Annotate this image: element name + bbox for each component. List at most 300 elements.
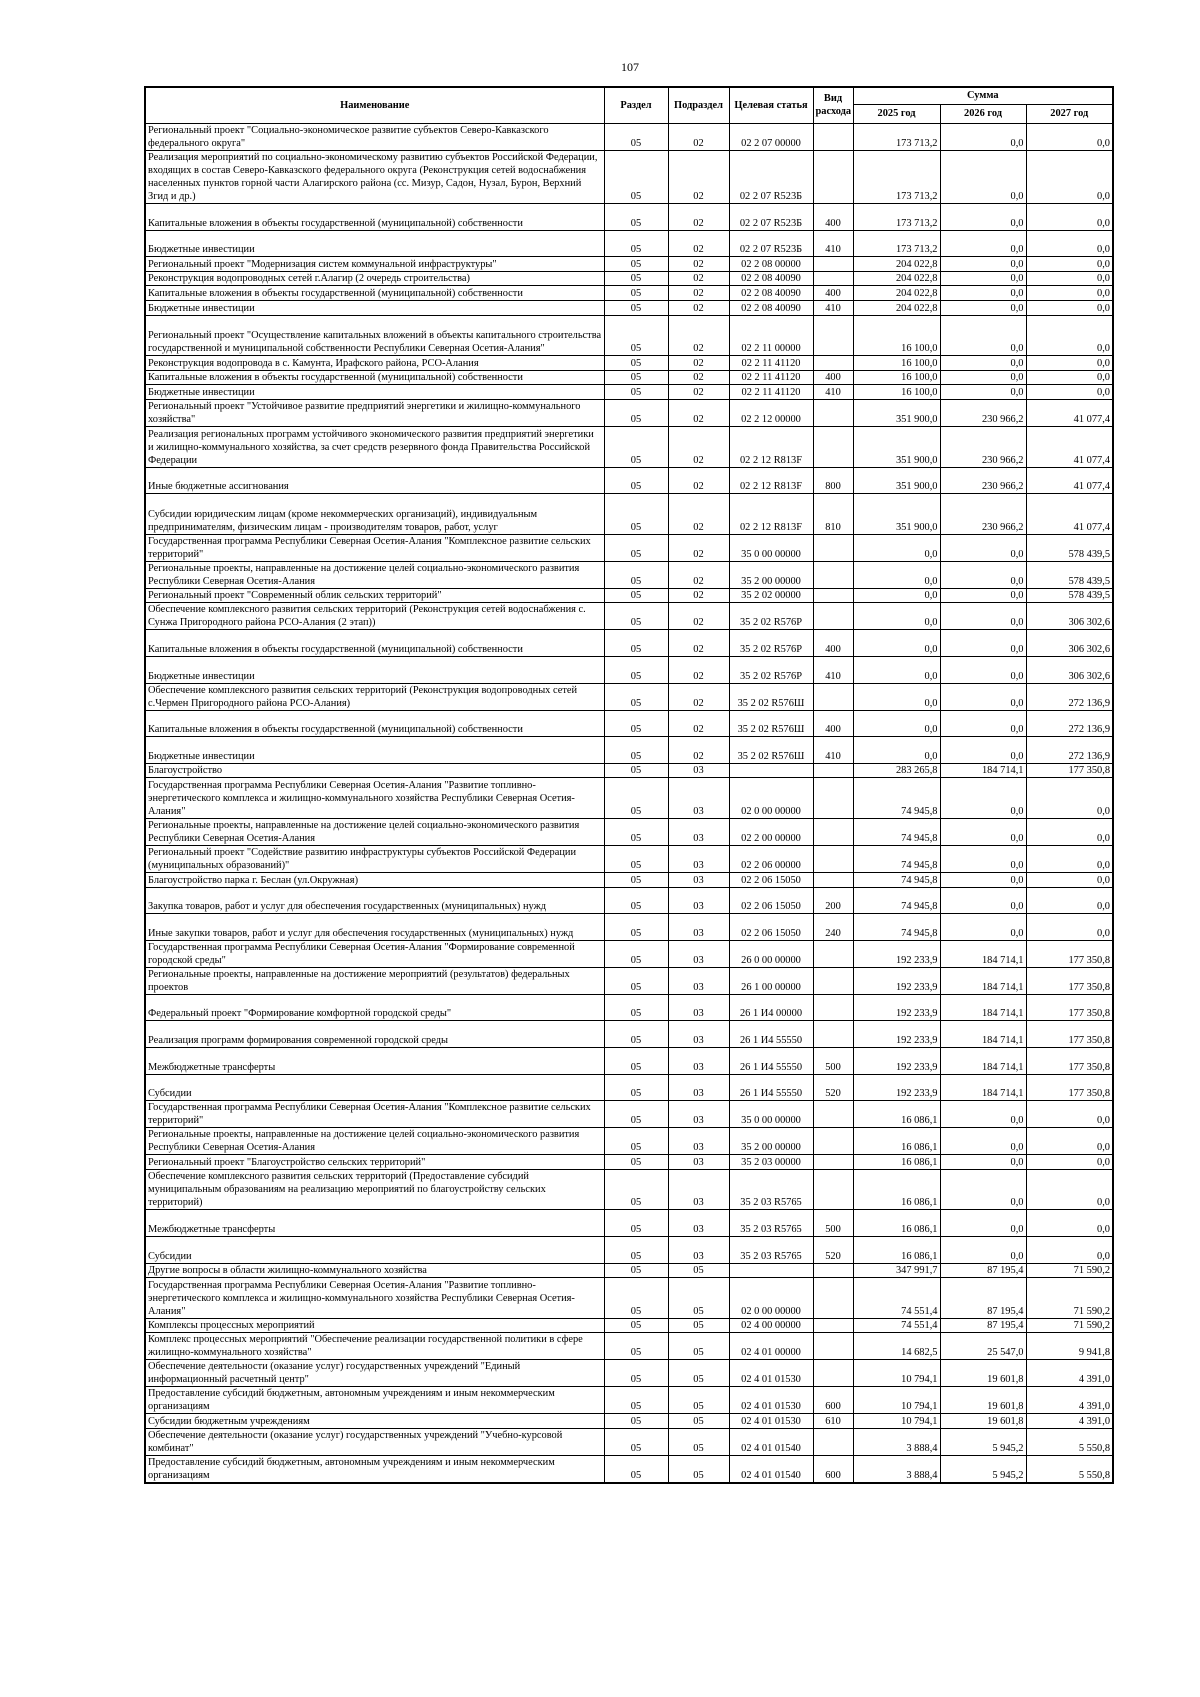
cell-2025: 192 233,9	[853, 1047, 940, 1074]
cell-2025: 351 900,0	[853, 494, 940, 535]
cell-2026: 0,0	[940, 1128, 1026, 1155]
cell-2027: 0,0	[1026, 385, 1113, 400]
cell-razdel: 05	[604, 1278, 668, 1319]
cell-2026: 0,0	[940, 588, 1026, 603]
cell-vid: 400	[813, 370, 853, 385]
cell-podrazdel: 03	[668, 1021, 729, 1048]
cell-vid: 240	[813, 914, 853, 941]
table-row	[145, 914, 1113, 941]
table-row	[145, 1155, 1113, 1170]
table-row	[145, 737, 1113, 764]
cell-vid	[813, 818, 853, 845]
cell-2025: 0,0	[853, 534, 940, 561]
cell-2027: 0,0	[1026, 1155, 1113, 1170]
cell-razdel: 05	[604, 561, 668, 588]
cell-vid: 520	[813, 1074, 853, 1101]
table-row	[145, 1455, 1113, 1483]
cell-2027: 0,0	[1026, 204, 1113, 231]
cell-razdel: 05	[604, 1387, 668, 1414]
cell-razdel: 05	[604, 1333, 668, 1360]
cell-target: 02 2 06 15050	[729, 887, 813, 914]
cell-2027: 71 590,2	[1026, 1263, 1113, 1278]
table-row	[145, 315, 1113, 356]
cell-2025: 173 713,2	[853, 204, 940, 231]
cell-2027: 41 077,4	[1026, 494, 1113, 535]
table-row	[145, 1333, 1113, 1360]
table-row	[145, 588, 1113, 603]
cell-name: Реализация региональных программ устойчивого экономического развития предприятий энергетики и жилищно-коммунального хозяйства, за счет средств резервного фонда Правительства Российской Федерации	[145, 427, 604, 468]
cell-2027: 0,0	[1026, 370, 1113, 385]
table-row	[145, 385, 1113, 400]
cell-razdel: 05	[604, 230, 668, 257]
cell-2025: 283 265,8	[853, 763, 940, 778]
table-row	[145, 683, 1113, 710]
cell-2027: 177 350,8	[1026, 763, 1113, 778]
cell-podrazdel: 02	[668, 271, 729, 286]
cell-2026: 0,0	[940, 301, 1026, 316]
cell-razdel: 05	[604, 683, 668, 710]
table-row	[145, 1263, 1113, 1278]
cell-2025: 74 551,4	[853, 1318, 940, 1333]
cell-2025: 173 713,2	[853, 230, 940, 257]
cell-2025: 192 233,9	[853, 1074, 940, 1101]
cell-razdel: 05	[604, 150, 668, 204]
cell-vid	[813, 872, 853, 887]
cell-2027: 0,0	[1026, 123, 1113, 150]
cell-podrazdel: 02	[668, 286, 729, 301]
cell-2025: 16 100,0	[853, 385, 940, 400]
header-sum: Сумма	[853, 87, 1113, 104]
cell-name: Государственная программа Республики Северная Осетия-Алания "Формирование современной городской среды"	[145, 940, 604, 967]
cell-2025: 16 086,1	[853, 1128, 940, 1155]
cell-2026: 230 966,2	[940, 494, 1026, 535]
cell-vid: 410	[813, 385, 853, 400]
table-row	[145, 887, 1113, 914]
cell-razdel: 05	[604, 534, 668, 561]
cell-podrazdel: 03	[668, 1074, 729, 1101]
table-row	[145, 1169, 1113, 1210]
cell-vid	[813, 603, 853, 630]
cell-2025: 16 086,1	[853, 1236, 940, 1263]
table-row	[145, 286, 1113, 301]
cell-target: 02 2 06 15050	[729, 872, 813, 887]
cell-name: Государственная программа Республики Северная Осетия-Алания "Развитие топливно-энергетического комплекса и жилищно-коммунального хозяйства Республики Северная Осетия-Алания"	[145, 1278, 604, 1319]
table-row	[145, 710, 1113, 737]
cell-podrazdel: 03	[668, 1236, 729, 1263]
cell-2026: 184 714,1	[940, 994, 1026, 1021]
table-row	[145, 427, 1113, 468]
cell-podrazdel: 03	[668, 1047, 729, 1074]
cell-name: Региональные проекты, направленные на достижение целей социально-экономического развития Республики Северная Осетия-Алания	[145, 818, 604, 845]
table-row	[145, 603, 1113, 630]
cell-target: 02 0 00 00000	[729, 778, 813, 819]
cell-name: Капитальные вложения в объекты государственной (муниципальной) собственности	[145, 370, 604, 385]
cell-podrazdel: 03	[668, 763, 729, 778]
cell-2027: 0,0	[1026, 150, 1113, 204]
cell-vid	[813, 1263, 853, 1278]
cell-2026: 87 195,4	[940, 1318, 1026, 1333]
cell-name: Региональный проект "Содействие развитию инфраструктуры субъектов Российской Федерации (муниципальных образований)"	[145, 845, 604, 872]
cell-vid	[813, 356, 853, 371]
cell-2027: 306 302,6	[1026, 657, 1113, 684]
cell-name: Государственная программа Республики Северная Осетия-Алания "Комплексное развитие сельских территорий"	[145, 1101, 604, 1128]
cell-2027: 0,0	[1026, 778, 1113, 819]
cell-2026: 0,0	[940, 204, 1026, 231]
cell-target: 02 2 08 00000	[729, 257, 813, 272]
cell-vid	[813, 427, 853, 468]
cell-razdel: 05	[604, 204, 668, 231]
cell-2026: 230 966,2	[940, 467, 1026, 494]
cell-vid	[813, 588, 853, 603]
cell-podrazdel: 05	[668, 1333, 729, 1360]
cell-razdel: 05	[604, 1021, 668, 1048]
cell-razdel: 05	[604, 778, 668, 819]
cell-razdel: 05	[604, 123, 668, 150]
cell-2027: 177 350,8	[1026, 940, 1113, 967]
cell-name: Благоустройство	[145, 763, 604, 778]
cell-vid	[813, 845, 853, 872]
cell-podrazdel: 02	[668, 467, 729, 494]
cell-2026: 87 195,4	[940, 1278, 1026, 1319]
cell-razdel: 05	[604, 940, 668, 967]
cell-razdel: 05	[604, 737, 668, 764]
cell-target: 02 2 07 R523Б	[729, 150, 813, 204]
cell-target: 02 4 01 00000	[729, 1333, 813, 1360]
cell-name: Иные закупки товаров, работ и услуг для обеспечения государственных (муниципальных) нужд	[145, 914, 604, 941]
cell-name: Региональные проекты, направленные на достижение мероприятий (результатов) федеральных проектов	[145, 967, 604, 994]
cell-2027: 0,0	[1026, 1101, 1113, 1128]
cell-razdel: 05	[604, 494, 668, 535]
cell-podrazdel: 03	[668, 887, 729, 914]
cell-podrazdel: 02	[668, 370, 729, 385]
cell-vid: 500	[813, 1210, 853, 1237]
cell-name: Благоустройство парка г. Беслан (ул.Окружная)	[145, 872, 604, 887]
cell-podrazdel: 03	[668, 1128, 729, 1155]
cell-razdel: 05	[604, 1169, 668, 1210]
cell-2027: 0,0	[1026, 286, 1113, 301]
cell-podrazdel: 05	[668, 1428, 729, 1455]
cell-2025: 204 022,8	[853, 257, 940, 272]
cell-vid	[813, 683, 853, 710]
cell-2025: 192 233,9	[853, 1021, 940, 1048]
cell-podrazdel: 02	[668, 630, 729, 657]
cell-2025: 0,0	[853, 588, 940, 603]
cell-podrazdel: 05	[668, 1455, 729, 1483]
cell-razdel: 05	[604, 887, 668, 914]
cell-razdel: 05	[604, 1128, 668, 1155]
cell-2026: 87 195,4	[940, 1263, 1026, 1278]
cell-2027: 0,0	[1026, 356, 1113, 371]
cell-target: 35 2 02 00000	[729, 588, 813, 603]
cell-2025: 204 022,8	[853, 301, 940, 316]
cell-vid: 400	[813, 630, 853, 657]
cell-target: 02 2 07 R523Б	[729, 204, 813, 231]
cell-name: Региональные проекты, направленные на достижение целей социально-экономического развития Республики Северная Осетия-Алания	[145, 561, 604, 588]
cell-target: 02 0 00 00000	[729, 1278, 813, 1319]
cell-name: Обеспечение комплексного развития сельских территорий (Реконструкция сетей водоснабжения с. Сунжа Пригородного района РСО-Алания (2 этап))	[145, 603, 604, 630]
cell-name: Закупка товаров, работ и услуг для обеспечения государственных (муниципальных) нужд	[145, 887, 604, 914]
cell-2027: 578 439,5	[1026, 588, 1113, 603]
cell-razdel: 05	[604, 1263, 668, 1278]
cell-vid	[813, 123, 853, 150]
cell-2027: 0,0	[1026, 271, 1113, 286]
budget-table	[144, 86, 1114, 1484]
cell-podrazdel: 02	[668, 561, 729, 588]
cell-2025: 0,0	[853, 630, 940, 657]
cell-2027: 177 350,8	[1026, 1074, 1113, 1101]
cell-2025: 0,0	[853, 657, 940, 684]
cell-2026: 0,0	[940, 286, 1026, 301]
cell-2027: 0,0	[1026, 845, 1113, 872]
cell-razdel: 05	[604, 301, 668, 316]
cell-vid	[813, 271, 853, 286]
cell-razdel: 05	[604, 1101, 668, 1128]
cell-2026: 0,0	[940, 887, 1026, 914]
cell-podrazdel: 02	[668, 710, 729, 737]
cell-2026: 0,0	[940, 271, 1026, 286]
cell-razdel: 05	[604, 271, 668, 286]
cell-2025: 192 233,9	[853, 994, 940, 1021]
cell-podrazdel: 02	[668, 385, 729, 400]
cell-2026: 0,0	[940, 872, 1026, 887]
cell-podrazdel: 05	[668, 1318, 729, 1333]
cell-target: 02 4 01 01540	[729, 1455, 813, 1483]
cell-2027: 4 391,0	[1026, 1360, 1113, 1387]
cell-podrazdel: 03	[668, 1169, 729, 1210]
cell-name: Бюджетные инвестиции	[145, 385, 604, 400]
cell-podrazdel: 02	[668, 150, 729, 204]
cell-2025: 0,0	[853, 710, 940, 737]
cell-razdel: 05	[604, 356, 668, 371]
cell-podrazdel: 02	[668, 683, 729, 710]
cell-vid	[813, 1318, 853, 1333]
cell-2027: 41 077,4	[1026, 467, 1113, 494]
table-row	[145, 872, 1113, 887]
cell-podrazdel: 03	[668, 872, 729, 887]
cell-podrazdel: 02	[668, 257, 729, 272]
cell-target: 02 4 00 00000	[729, 1318, 813, 1333]
cell-2026: 19 601,8	[940, 1414, 1026, 1429]
cell-name: Субсидии бюджетным учреждениям	[145, 1414, 604, 1429]
cell-name: Бюджетные инвестиции	[145, 737, 604, 764]
table-row	[145, 123, 1113, 150]
cell-2025: 74 945,8	[853, 845, 940, 872]
cell-target: 35 2 02 R576Ш	[729, 710, 813, 737]
cell-2026: 0,0	[940, 257, 1026, 272]
cell-razdel: 05	[604, 370, 668, 385]
cell-name: Государственная программа Республики Северная Осетия-Алания "Комплексное развитие сельских территорий"	[145, 534, 604, 561]
cell-target: 02 2 06 00000	[729, 845, 813, 872]
cell-2027: 0,0	[1026, 230, 1113, 257]
cell-name: Предоставление субсидий бюджетным, автономным учреждениям и иным некоммерческим организациям	[145, 1387, 604, 1414]
cell-2026: 0,0	[940, 1155, 1026, 1170]
cell-2025: 3 888,4	[853, 1455, 940, 1483]
header-razdel: Раздел	[604, 87, 668, 123]
cell-target: 35 2 02 R576Ш	[729, 683, 813, 710]
cell-2027: 0,0	[1026, 818, 1113, 845]
cell-name: Капитальные вложения в объекты государственной (муниципальной) собственности	[145, 286, 604, 301]
cell-2026: 0,0	[940, 630, 1026, 657]
cell-vid: 410	[813, 230, 853, 257]
cell-razdel: 05	[604, 286, 668, 301]
cell-target: 26 1 И4 55550	[729, 1021, 813, 1048]
cell-vid: 600	[813, 1455, 853, 1483]
cell-2025: 351 900,0	[853, 400, 940, 427]
cell-2025: 16 086,1	[853, 1155, 940, 1170]
cell-name: Государственная программа Республики Северная Осетия-Алания "Развитие топливно-энергетического комплекса и жилищно-коммунального хозяйства Республики Северная Осетия-Алания"	[145, 778, 604, 819]
cell-target: 02 2 12 R813F	[729, 427, 813, 468]
cell-target: 35 2 03 00000	[729, 1155, 813, 1170]
cell-target: 02 2 00 00000	[729, 818, 813, 845]
cell-2025: 74 945,8	[853, 887, 940, 914]
cell-2025: 74 945,8	[853, 778, 940, 819]
cell-target: 02 2 07 00000	[729, 123, 813, 150]
cell-2027: 41 077,4	[1026, 400, 1113, 427]
cell-2026: 0,0	[940, 778, 1026, 819]
cell-2025: 0,0	[853, 737, 940, 764]
table-row	[145, 370, 1113, 385]
cell-target: 35 2 03 R5765	[729, 1169, 813, 1210]
cell-2026: 0,0	[940, 710, 1026, 737]
cell-name: Комплексы процессных мероприятий	[145, 1318, 604, 1333]
cell-2026: 0,0	[940, 230, 1026, 257]
table-row	[145, 400, 1113, 427]
cell-target: 26 0 00 00000	[729, 940, 813, 967]
cell-razdel: 05	[604, 257, 668, 272]
table-row	[145, 1074, 1113, 1101]
cell-name: Капитальные вложения в объекты государственной (муниципальной) собственности	[145, 204, 604, 231]
cell-name: Региональный проект "Модернизация систем коммунальной инфраструктуры"	[145, 257, 604, 272]
cell-2025: 16 100,0	[853, 370, 940, 385]
cell-target: 02 2 08 40090	[729, 286, 813, 301]
cell-vid: 200	[813, 887, 853, 914]
cell-2027: 0,0	[1026, 1210, 1113, 1237]
table-row	[145, 1047, 1113, 1074]
cell-razdel: 05	[604, 914, 668, 941]
header-2027: 2027 год	[1026, 104, 1113, 123]
cell-razdel: 05	[604, 385, 668, 400]
cell-2027: 578 439,5	[1026, 561, 1113, 588]
cell-name: Реализация программ формирования современной городской среды	[145, 1021, 604, 1048]
table-row	[145, 356, 1113, 371]
table-row	[145, 534, 1113, 561]
cell-vid: 410	[813, 657, 853, 684]
cell-2025: 347 991,7	[853, 1263, 940, 1278]
cell-2025: 0,0	[853, 683, 940, 710]
table-row	[145, 271, 1113, 286]
cell-name: Обеспечение деятельности (оказание услуг) государственных учреждений "Учебно-курсовой комбинат"	[145, 1428, 604, 1455]
table-row	[145, 818, 1113, 845]
cell-podrazdel: 03	[668, 1210, 729, 1237]
cell-target: 26 1 И4 55550	[729, 1047, 813, 1074]
cell-name: Субсидии юридическим лицам (кроме некоммерческих организаций), индивидуальным предпринимателям, физическим лицам - производителям товаров, работ, услуг	[145, 494, 604, 535]
cell-podrazdel: 02	[668, 494, 729, 535]
cell-name: Капитальные вложения в объекты государственной (муниципальной) собственности	[145, 630, 604, 657]
cell-2027: 272 136,9	[1026, 710, 1113, 737]
cell-2025: 10 794,1	[853, 1414, 940, 1429]
cell-2026: 0,0	[940, 1210, 1026, 1237]
cell-2026: 230 966,2	[940, 400, 1026, 427]
cell-2026: 0,0	[940, 1169, 1026, 1210]
cell-name: Субсидии	[145, 1074, 604, 1101]
cell-target: 02 2 11 41120	[729, 370, 813, 385]
cell-2026: 19 601,8	[940, 1360, 1026, 1387]
cell-podrazdel: 03	[668, 967, 729, 994]
cell-target	[729, 1263, 813, 1278]
cell-2025: 351 900,0	[853, 467, 940, 494]
cell-target: 02 4 01 01530	[729, 1387, 813, 1414]
cell-target	[729, 763, 813, 778]
table-row	[145, 994, 1113, 1021]
cell-2026: 19 601,8	[940, 1387, 1026, 1414]
cell-2025: 351 900,0	[853, 427, 940, 468]
cell-podrazdel: 02	[668, 315, 729, 356]
cell-vid	[813, 763, 853, 778]
cell-vid	[813, 1169, 853, 1210]
cell-2026: 184 714,1	[940, 1074, 1026, 1101]
cell-2026: 0,0	[940, 561, 1026, 588]
cell-target: 02 2 12 R813F	[729, 494, 813, 535]
cell-2027: 71 590,2	[1026, 1278, 1113, 1319]
cell-vid: 610	[813, 1414, 853, 1429]
header-target: Целевая статья	[729, 87, 813, 123]
cell-2027: 177 350,8	[1026, 994, 1113, 1021]
cell-target: 02 2 06 15050	[729, 914, 813, 941]
cell-2026: 0,0	[940, 1236, 1026, 1263]
cell-target: 35 2 00 00000	[729, 561, 813, 588]
cell-name: Комплекс процессных мероприятий "Обеспечение реализации государственной политики в сфере жилищно-коммунального хозяйства"	[145, 1333, 604, 1360]
cell-2026: 0,0	[940, 123, 1026, 150]
cell-2027: 9 941,8	[1026, 1333, 1113, 1360]
cell-2026: 5 945,2	[940, 1455, 1026, 1483]
cell-name: Обеспечение комплексного развития сельских территорий (Предоставление субсидий муниципальным образованиям на реализацию мероприятий по благоустройству сельских территорий)	[145, 1169, 604, 1210]
table-row	[145, 1101, 1113, 1128]
cell-2027: 578 439,5	[1026, 534, 1113, 561]
cell-name: Обеспечение деятельности (оказание услуг) государственных учреждений "Единый информационный расчетный центр"	[145, 1360, 604, 1387]
cell-2026: 184 714,1	[940, 967, 1026, 994]
table-row	[145, 1236, 1113, 1263]
table-row	[145, 657, 1113, 684]
cell-name: Региональный проект "Социально-экономическое развитие субъектов Северо-Кавказского федерального округа"	[145, 123, 604, 150]
cell-2026: 0,0	[940, 657, 1026, 684]
header-name: Наименование	[145, 87, 604, 123]
cell-podrazdel: 02	[668, 230, 729, 257]
header-vid: Вид расхода	[813, 87, 853, 123]
cell-vid: 500	[813, 1047, 853, 1074]
cell-name: Субсидии	[145, 1236, 604, 1263]
cell-2026: 0,0	[940, 845, 1026, 872]
cell-target: 35 2 02 R576Ш	[729, 737, 813, 764]
cell-2026: 184 714,1	[940, 763, 1026, 778]
cell-vid	[813, 994, 853, 1021]
cell-name: Другие вопросы в области жилищно-коммунального хозяйства	[145, 1263, 604, 1278]
cell-vid	[813, 1021, 853, 1048]
cell-vid: 810	[813, 494, 853, 535]
cell-vid	[813, 315, 853, 356]
cell-name: Региональный проект "Устойчивое развитие предприятий энергетики и жилищно-коммунального хозяйства"	[145, 400, 604, 427]
cell-podrazdel: 02	[668, 400, 729, 427]
cell-target: 35 2 00 00000	[729, 1128, 813, 1155]
cell-vid: 400	[813, 286, 853, 301]
cell-razdel: 05	[604, 845, 668, 872]
cell-2025: 3 888,4	[853, 1428, 940, 1455]
cell-2027: 272 136,9	[1026, 737, 1113, 764]
table-row	[145, 230, 1113, 257]
table-row	[145, 561, 1113, 588]
cell-name: Бюджетные инвестиции	[145, 657, 604, 684]
cell-2027: 177 350,8	[1026, 967, 1113, 994]
cell-target: 02 2 07 R523Б	[729, 230, 813, 257]
